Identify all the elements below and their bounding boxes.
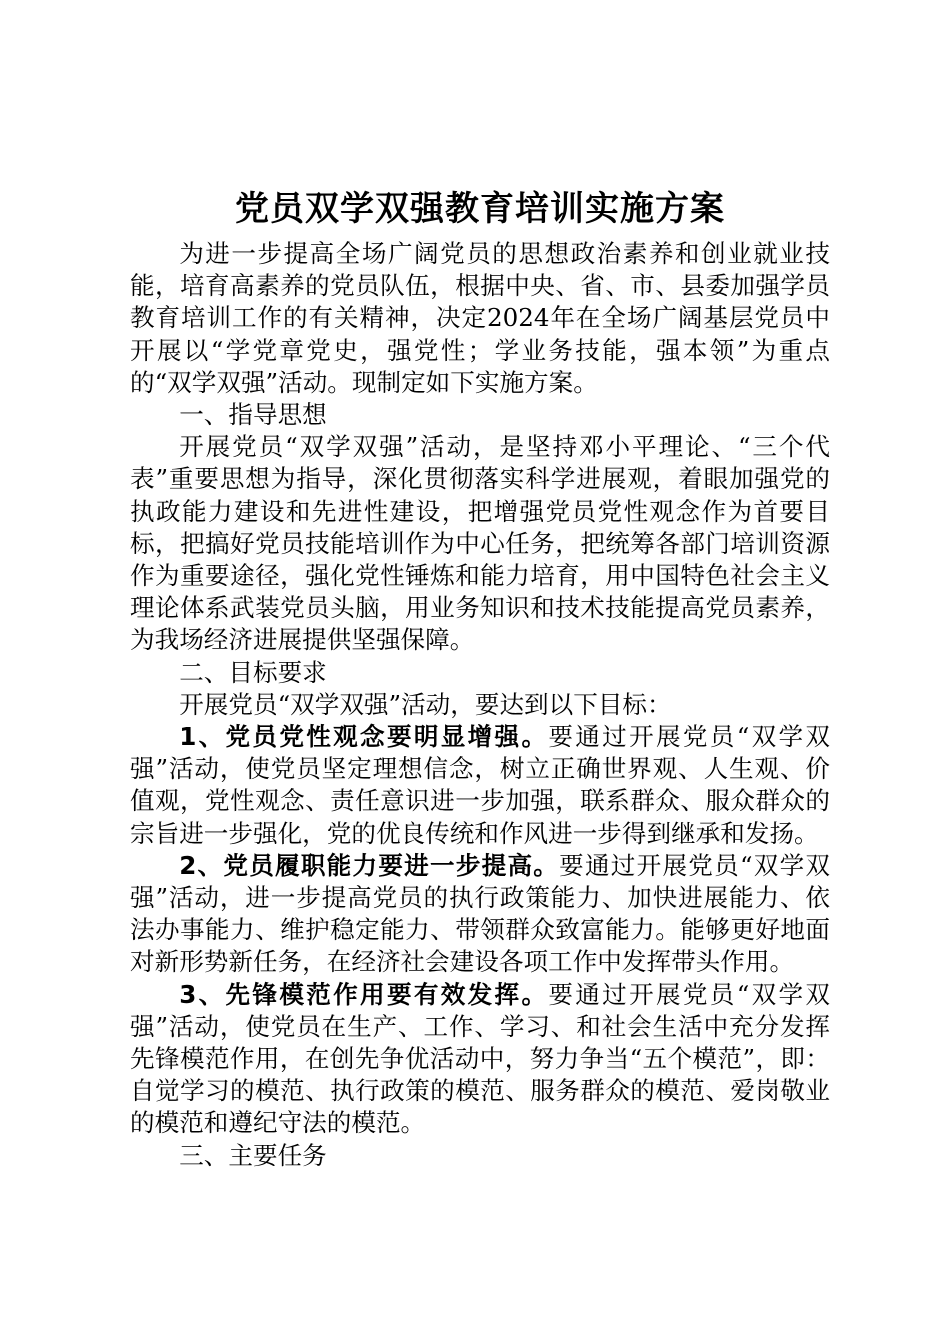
goal-item-1-text: 要通过开展党员“双学双强”活动，使党员坚定理想信念，树立正确世界观、人生观、价值观，党性观念、责任意识进一步加强，联系群众、服众群众的宗旨进一步强化，党的优良传统和作风进一步得到继承和发扬。	[130, 722, 830, 848]
goal-item-2-text: 要通过开展党员“双学双强”活动，进一步提高党员的执行政策能力、加快进展能力、依法办事能力、维护稳定能力、带领群众致富能力。能够更好地面对新形势新任务，在经济社会建设各项工作中发挥带头作用。	[130, 850, 830, 977]
section-3-heading: 三、主要任务	[179, 1140, 327, 1170]
section-1-body: 开展党员“双学双强”活动，是坚持邓小平理论、“三个代表”重要思想为指导，深化贯彻落实科学进展观，着眼加强党的执政能力建设和先进性建设，把增强党员党性观念作为首要目标，把搞好党员技能培训作为中心任务，把统筹各部门培训资源作为重要途径，强化党性锤炼和能力培育，用中国特色社会主义理论体系武装党员头脑，用业务知识和技术技能提高党员素养，为我场经济进展提供坚强保障。	[130, 432, 830, 655]
goal-item-3	[130, 979, 830, 1140]
goal-item-3-lead: 3、先锋模范作用要有效发挥。	[179, 979, 549, 1009]
goal-item-1-lead: 1、党员党性观念要明显增强。	[179, 722, 549, 752]
intro-paragraph: 为进一步提高全场广阔党员的思想政治素养和创业就业技能，培育高素养的党员队伍，根据中央、省、市、县委加强学员教育培训工作的有关精神，决定2024年在全场广阔基层党员中开展以“学党章党史，强党性；学业务技能，强本领”为重点的“双学双强”活动。现制定如下实施方案。	[130, 239, 830, 397]
document-title: 党员双学双强教育培训实施方案	[235, 189, 725, 229]
section-2-heading: 二、目标要求	[179, 657, 327, 687]
goal-item-1	[130, 721, 830, 850]
goal-item-2-lead: 2、党员履职能力要进一步提高。	[179, 850, 560, 880]
goal-item-3-text: 要通过开展党员“双学双强”活动，使党员在生产、工作、学习、和社会生活中充分发挥先锋模范作用，在创先争优活动中，努力争当“五个模范”，即：自觉学习的模范、执行政策的模范、服务群众的模范、爱岗敬业的模范和遵纪守法的模范。	[130, 979, 830, 1138]
document-page	[130, 180, 830, 1172]
goal-item-2	[130, 850, 830, 979]
section-1-heading: 一、指导思想	[179, 400, 327, 430]
section-2-intro: 开展党员“双学双强”活动，要达到以下目标：	[179, 689, 672, 719]
